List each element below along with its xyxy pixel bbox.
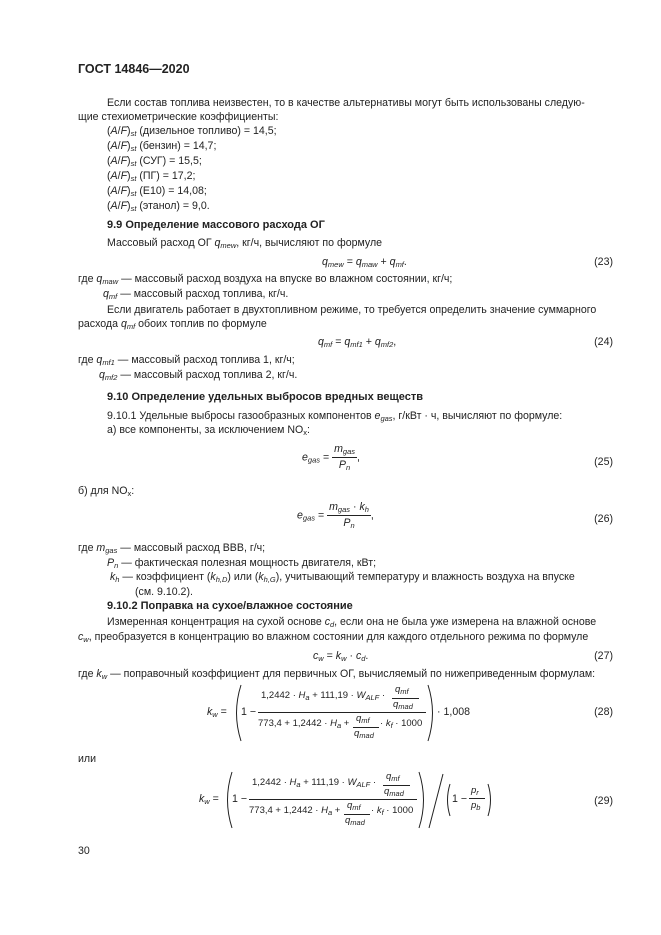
equation-24: $q_{mf} = q_{mf1} + q_{mf2}$, — [318, 336, 397, 349]
intro-line-2: щие стехиометрические коэффициенты: — [78, 111, 279, 123]
section-9-10-2-title: 9.10.2 Поправка на сухое/влажное состояние — [107, 600, 353, 612]
where-kw: где $k_w$ — поправочный коэффициент для первичных ОГ, вычисляемый по нижеприведенным формулам: — [78, 668, 596, 681]
coeff-ethanol: $(A/F)_{st}$ (этанол) = 9,0. — [107, 200, 210, 213]
right-paren-inner-29 — [487, 783, 493, 817]
where-kh: $k_h$ — коэффициент $(k_{h,D})$ или $(k_{h,G})$, учитывающий температуру и влажность воздуха на впуске — [110, 571, 575, 584]
where-kh-ref: (см. 9.10.2). — [135, 586, 193, 598]
equation-number-27: (27) — [594, 650, 613, 662]
where-qmf1: где $q_{mf1}$ — массовый расход топлива 1, кг/ч; — [78, 354, 295, 367]
equation-number-25: (25) — [594, 456, 613, 468]
where-pn: $P_n$ — фактическая полезная мощность двигателя, кВт; — [107, 557, 377, 570]
page-number: 30 — [78, 845, 90, 857]
s910-item-a: а) все компоненты, за исключением $NO_x$: — [107, 424, 310, 437]
equation-number-26: (26) — [594, 513, 613, 525]
where-qmaw: где $q_{maw}$ — массовый расход воздуха на впуске во влажном состоянии, кг/ч; — [78, 273, 453, 286]
coeff-diesel: $(A/F)_{st}$ (дизельное топливо) = 14,5; — [107, 125, 277, 138]
s99-p2-line1: Если двигатель работает в двухтопливном режиме, то требуется определить значение суммарного — [107, 304, 597, 316]
division-slash-29 — [428, 773, 444, 829]
s9102-p2: $c_w$, преобразуется в концентрацию во влажном состоянии для каждого отдельного режима по формуле — [78, 631, 589, 644]
right-paren-29 — [418, 771, 428, 829]
left-paren-inner-29 — [445, 783, 451, 817]
document-header: ГОСТ 14846—2020 — [78, 62, 190, 76]
s910-item-b: б) для $NO_x$: — [78, 485, 135, 498]
equation-number-23: (23) — [594, 256, 613, 268]
right-paren-28 — [427, 684, 437, 742]
s99-p2-line2: расхода $q_{mf}$ обоих топлив по формуле — [78, 318, 267, 331]
or-text: или — [78, 753, 97, 765]
equation-number-28: (28) — [594, 706, 613, 718]
equation-number-24: (24) — [594, 336, 613, 348]
coeff-e10: $(A/F)_{st}$ (Е10) = 14,08; — [107, 185, 207, 198]
section-9-9-title: 9.9 Определение массового расхода ОГ — [107, 219, 325, 231]
coeff-ng: $(A/F)_{st}$ (ПГ) = 17,2; — [107, 170, 196, 183]
s9102-p1: Измеренная концентрация на сухой основе $c_d$, если она не была уже измерена на влажной основе — [107, 616, 597, 629]
s910-p1: 9.10.1 Удельные выбросы газообразных компонентов $e_{gas}$, г/кВт · ч, вычисляют по формуле: — [107, 410, 563, 423]
equation-25: $e_{gas}$ = $\frac{m_{gas}}{P_n}$ , — [302, 443, 360, 472]
intro-line-1: Если состав топлива неизвестен, то в качестве альтернативы могут быть использованы следую- — [107, 97, 585, 109]
equation-23: $q_{mew} = q_{maw} + q_{mf}$. — [322, 256, 407, 269]
section-9-10-title: 9.10 Определение удельных выбросов вредных веществ — [107, 391, 423, 403]
equation-26: $e_{gas}$ = $\frac{m_{gas} \cdot k_h}{P_n}$ , — [297, 501, 374, 530]
equation-27: $c_w = k_w \cdot c_d$. — [313, 650, 369, 663]
where-mgas: где $m_{gas}$ — массовый расход ВВВ, г/ч; — [78, 542, 266, 555]
where-qmf2: $q_{mf2}$ — массовый расход топлива 2, кг/ч. — [99, 369, 298, 382]
coeff-petrol: $(A/F)_{st}$ (бензин) = 14,7; — [107, 140, 217, 153]
where-qmf: $q_{mf}$ — массовый расход топлива, кг/ч. — [103, 288, 289, 301]
coeff-lpg: $(A/F)_{st}$ (СУГ) = 15,5; — [107, 155, 202, 168]
equation-number-29: (29) — [594, 795, 613, 807]
s99-text: Массовый расход ОГ $q_{mew}$, кг/ч, вычисляют по формуле — [107, 237, 383, 250]
